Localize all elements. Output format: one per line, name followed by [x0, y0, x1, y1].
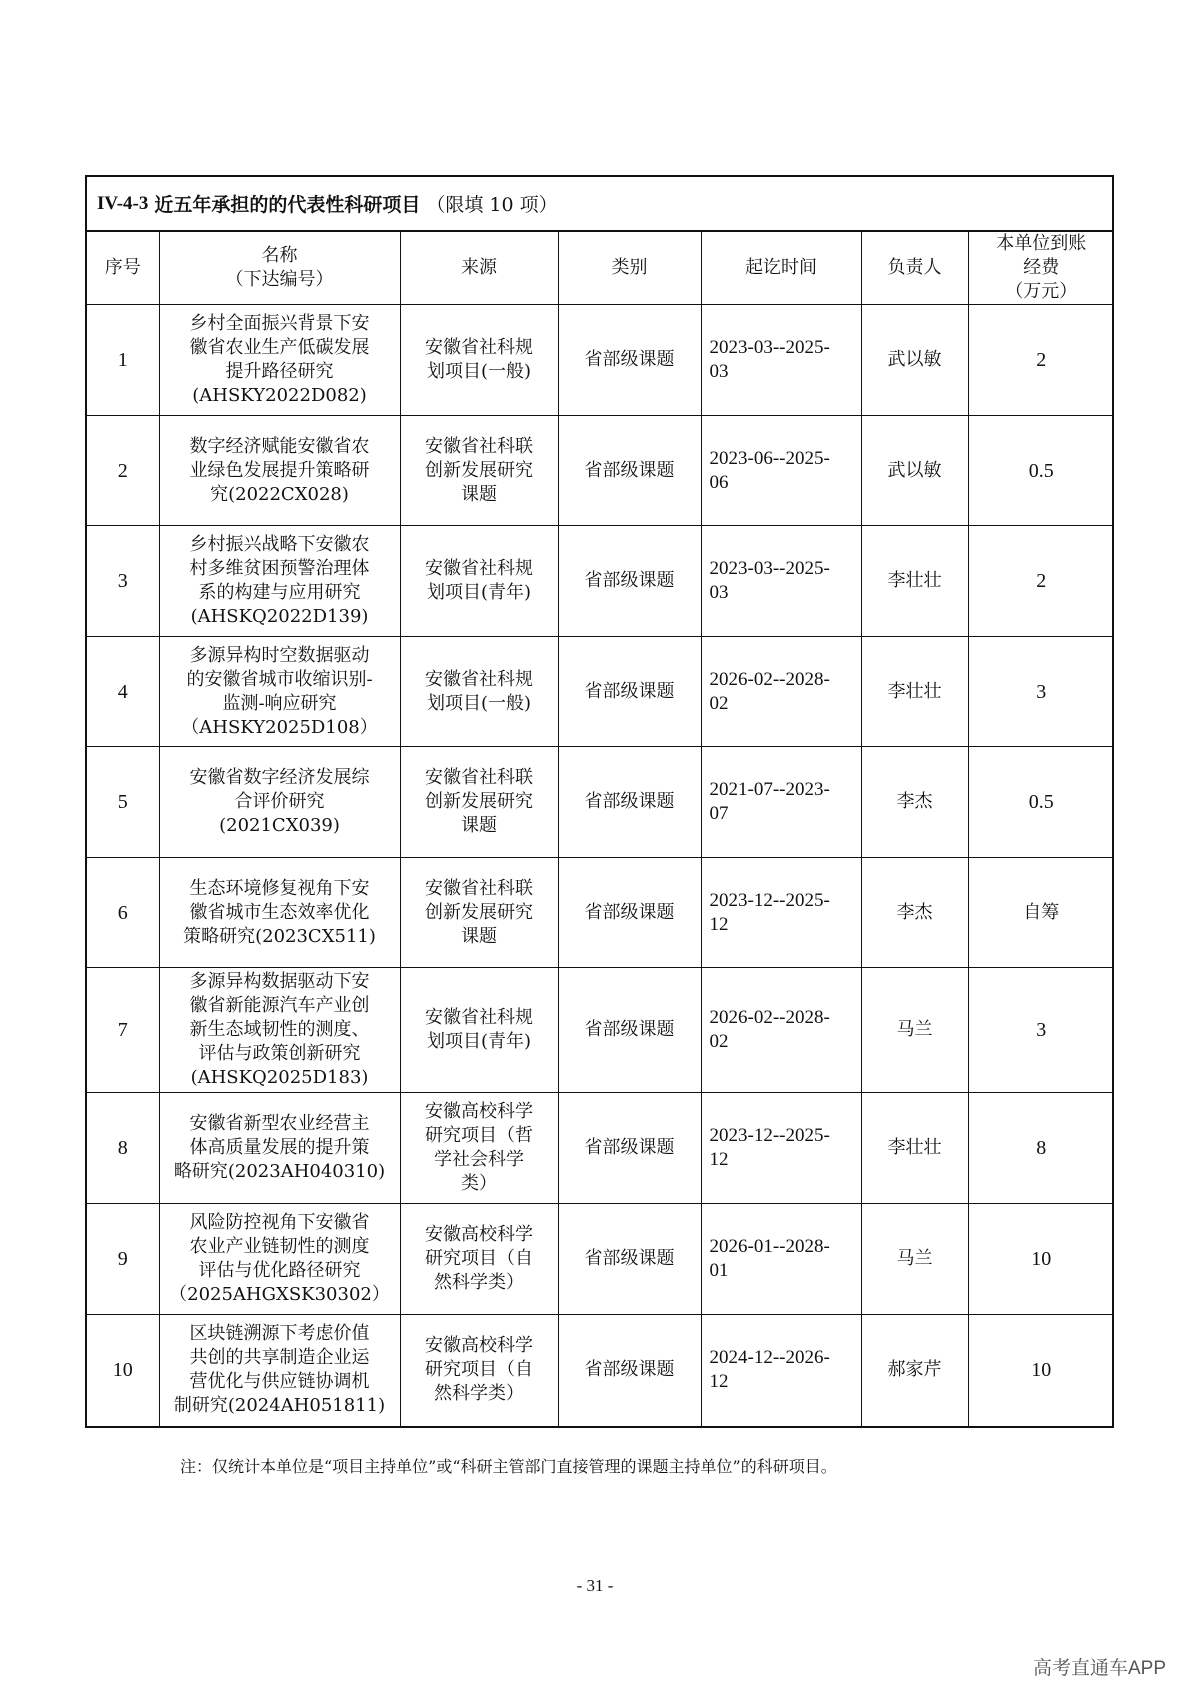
table-row	[87, 968, 1114, 1093]
cell-period: 2023-12--2025- 12	[701, 1093, 861, 1204]
cell-category: 省部级课题	[558, 416, 701, 526]
cell-source: 安徽高校科学 研究项目（自 然科学类）	[400, 1204, 558, 1315]
cell-category: 省部级课题	[558, 637, 701, 747]
caption-title: 近五年承担的的代表性科研项目	[154, 194, 421, 216]
cell-category: 省部级课题	[558, 747, 701, 858]
cell-project-name: 乡村振兴战略下安徽农 村多维贫困预警治理体 系的构建与应用研究 (AHSKQ2022D139)	[159, 526, 400, 637]
table-caption	[87, 177, 1112, 231]
caption-code: IV-4-3	[97, 192, 149, 214]
cell-leader: 李壮壮	[861, 526, 968, 637]
header-no: 序号	[87, 232, 159, 305]
cell-project-name: 区块链溯源下考虑价值 共创的共享制造企业运 营优化与供应链协调机 制研究(2024AH051811)	[159, 1315, 400, 1426]
cell-source: 安徽省社科规 划项目(一般)	[400, 637, 558, 747]
header-name: 名称 （下达编号）	[159, 232, 400, 305]
cell-number: 8	[87, 1093, 159, 1204]
cell-project-name: 多源异构时空数据驱动 的安徽省城市收缩识别- 监测-响应研究 （AHSKY2025D108）	[159, 637, 400, 747]
table-row	[87, 416, 1114, 526]
cell-number: 2	[87, 416, 159, 526]
cell-source: 安徽省社科规 划项目(青年)	[400, 526, 558, 637]
cell-period: 2023-12--2025- 12	[701, 858, 861, 968]
cell-period: 2024-12--2026- 12	[701, 1315, 861, 1426]
table-row	[87, 747, 1114, 858]
cell-source: 安徽省社科联 创新发展研究 课题	[400, 858, 558, 968]
cell-funding: 0.5	[968, 747, 1114, 858]
cell-leader: 李壮壮	[861, 637, 968, 747]
table-row	[87, 1315, 1114, 1426]
cell-funding: 2	[968, 305, 1114, 416]
cell-funding: 3	[968, 637, 1114, 747]
cell-category: 省部级课题	[558, 526, 701, 637]
table-row	[87, 858, 1114, 968]
caption-note: （限填 10 项）	[426, 194, 558, 216]
cell-source: 安徽高校科学 研究项目（自 然科学类）	[400, 1315, 558, 1426]
cell-project-name: 安徽省数字经济发展综 合评价研究 (2021CX039)	[159, 747, 400, 858]
cell-number: 6	[87, 858, 159, 968]
cell-project-name: 多源异构数据驱动下安 徽省新能源汽车产业创 新生态域韧性的测度、 评估与政策创新研究 (AHSKQ2025D183)	[159, 968, 400, 1093]
header-category: 类别	[558, 232, 701, 305]
table-row	[87, 1204, 1114, 1315]
cell-period: 2026-02--2028- 02	[701, 637, 861, 747]
cell-category: 省部级课题	[558, 968, 701, 1093]
cell-period: 2023-06--2025- 06	[701, 416, 861, 526]
cell-funding: 3	[968, 968, 1114, 1093]
cell-source: 安徽省社科联 创新发展研究 课题	[400, 747, 558, 858]
cell-period: 2021-07--2023- 07	[701, 747, 861, 858]
cell-category: 省部级课题	[558, 1315, 701, 1426]
cell-leader: 李杰	[861, 747, 968, 858]
cell-funding: 10	[968, 1204, 1114, 1315]
cell-period: 2023-03--2025- 03	[701, 305, 861, 416]
cell-funding: 0.5	[968, 416, 1114, 526]
cell-leader: 李壮壮	[861, 1093, 968, 1204]
header-row	[87, 232, 1114, 305]
cell-period: 2026-02--2028- 02	[701, 968, 861, 1093]
cell-number: 4	[87, 637, 159, 747]
cell-leader: 武以敏	[861, 416, 968, 526]
cell-leader: 武以敏	[861, 305, 968, 416]
cell-funding: 2	[968, 526, 1114, 637]
cell-number: 5	[87, 747, 159, 858]
cell-source: 安徽省社科联 创新发展研究 课题	[400, 416, 558, 526]
table-row	[87, 305, 1114, 416]
cell-project-name: 风险防控视角下安徽省 农业产业链韧性的测度 评估与优化路径研究 （2025AHGXSK30302）	[159, 1204, 400, 1315]
table-row	[87, 526, 1114, 637]
cell-leader: 马兰	[861, 1204, 968, 1315]
cell-period: 2023-03--2025- 03	[701, 526, 861, 637]
cell-category: 省部级课题	[558, 1093, 701, 1204]
footnote: 注：仅统计本单位是“项目主持单位”或“科研主管部门直接管理的课题主持单位”的科研项目。	[180, 1457, 837, 1476]
header-source: 来源	[400, 232, 558, 305]
cell-category: 省部级课题	[558, 858, 701, 968]
projects-table	[87, 231, 1114, 1426]
page-number: - 31 -	[576, 1576, 614, 1595]
cell-category: 省部级课题	[558, 305, 701, 416]
cell-funding: 自筹	[968, 858, 1114, 968]
table-body	[87, 305, 1114, 1426]
cell-number: 9	[87, 1204, 159, 1315]
watermark-text: 高考直通车APP	[1032, 1658, 1166, 1679]
header-leader: 负责人	[861, 232, 968, 305]
cell-category: 省部级课题	[558, 1204, 701, 1315]
cell-project-name: 生态环境修复视角下安 徽省城市生态效率优化 策略研究(2023CX511)	[159, 858, 400, 968]
cell-funding: 8	[968, 1093, 1114, 1204]
table-row	[87, 1093, 1114, 1204]
header-period: 起讫时间	[701, 232, 861, 305]
cell-number: 7	[87, 968, 159, 1093]
cell-number: 3	[87, 526, 159, 637]
header-funding: 本单位到账 经费 （万元）	[968, 232, 1114, 305]
cell-project-name: 数字经济赋能安徽省农 业绿色发展提升策略研 究(2022CX028)	[159, 416, 400, 526]
cell-leader: 李杰	[861, 858, 968, 968]
cell-source: 安徽省社科规 划项目(一般)	[400, 305, 558, 416]
cell-period: 2026-01--2028- 01	[701, 1204, 861, 1315]
cell-source: 安徽高校科学 研究项目（哲 学社会科学 类）	[400, 1093, 558, 1204]
cell-leader: 郝家芹	[861, 1315, 968, 1426]
cell-project-name: 安徽省新型农业经营主 体高质量发展的提升策 略研究(2023AH040310)	[159, 1093, 400, 1204]
cell-number: 1	[87, 305, 159, 416]
cell-funding: 10	[968, 1315, 1114, 1426]
cell-project-name: 乡村全面振兴背景下安 徽省农业生产低碳发展 提升路径研究 (AHSKY2022D082)	[159, 305, 400, 416]
projects-table-frame	[85, 175, 1114, 1428]
cell-source: 安徽省社科规 划项目(青年)	[400, 968, 558, 1093]
cell-leader: 马兰	[861, 968, 968, 1093]
table-row	[87, 637, 1114, 747]
cell-number: 10	[87, 1315, 159, 1426]
